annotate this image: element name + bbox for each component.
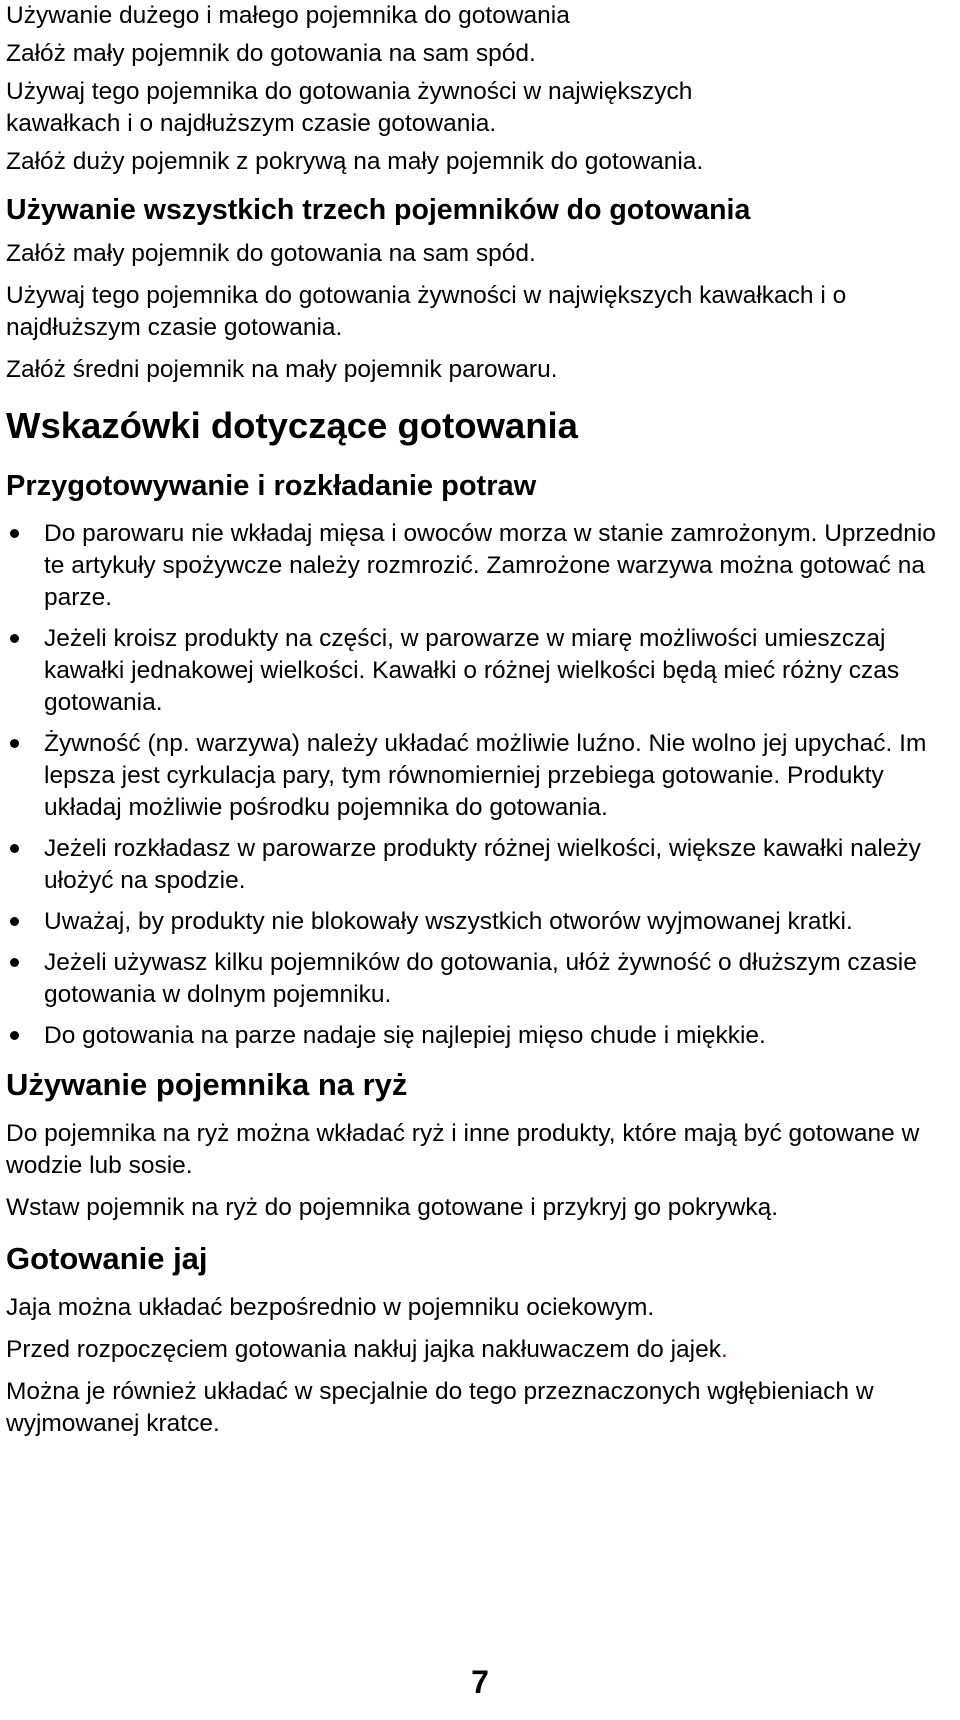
tips-subtitle: Przygotowywanie i rozkładanie potraw [6, 470, 537, 502]
tips-bullet-text: Do gotowania na parze nadaje się najlepiej mięso chude i miękkie. [44, 1022, 766, 1049]
bullet-icon [10, 958, 19, 967]
tips-bullet-item [6, 728, 954, 824]
section-top-line-2b: kawałkach i o najdłuższym czasie gotowania. [6, 110, 497, 137]
eggs-paragraph-2-text: Przed rozpoczęciem gotowania nakłuj jajka nakłuwaczem do jajek [6, 1336, 721, 1363]
eggs-paragraph-2 [6, 1334, 954, 1366]
tips-title: Wskazówki dotyczące gotowania [6, 405, 578, 446]
eggs-title: Gotowanie jaj [6, 1241, 208, 1276]
tips-bullet-text: Żywność (np. warzywa) należy układać możliwie luźno. Nie wolno jej upychać. Im lepsza jest cyrkulacja pary, tym równomierniej przebiega gotowanie. Produkty układaj możliwie pośrodku pojemnika do gotowania. [44, 730, 927, 821]
tips-bullet-item [6, 906, 954, 938]
rice-title: Używanie pojemnika na ryż [6, 1067, 408, 1102]
bullet-icon [10, 844, 19, 853]
section-three-paragraph-1: Załóż mały pojemnik do gotowania na sam spód. [6, 240, 536, 267]
eggs-paragraph-1: Jaja można układać bezpośrednio w pojemniku ociekowym. [6, 1294, 655, 1321]
bullet-icon [10, 529, 19, 538]
tips-bullet-item [6, 623, 954, 719]
tips-bullet-text: Uważaj, by produkty nie blokowały wszystkich otworów wyjmowanej kratki. [44, 908, 853, 935]
tips-bullet-list [6, 518, 954, 1052]
section-top-line-1: Załóż mały pojemnik do gotowania na sam spód. [6, 40, 536, 67]
section-rice-container [6, 1066, 954, 1224]
tips-bullet-text: Do parowaru nie wkładaj mięsa i owoców morza w stanie zamrożonym. Uprzednio te artykuły spożywcze należy rozmrozić. Zamrożone warzywa można gotować na parze. [44, 520, 936, 611]
tips-bullet-text: Jeżeli kroisz produkty na części, w parowarze w miarę możliwości umieszczaj kawałki jednakowej wielkości. Kawałki o różnej wielkości będą mieć różny czas gotowania. [44, 625, 900, 716]
rice-paragraph-1: Do pojemnika na ryż można wkładać ryż i inne produkty, które mają być gotowane w wodzie lub sosie. [6, 1120, 920, 1179]
bullet-icon [10, 739, 19, 748]
section-three-paragraph-2: Używaj tego pojemnika do gotowania żywności w największych kawałkach i o najdłuższym czasie gotowania. [6, 282, 847, 341]
section-three-containers [6, 192, 954, 386]
page-number: 7 [471, 1664, 489, 1700]
section-three-title: Używanie wszystkich trzech pojemników do gotowania [6, 194, 751, 226]
bullet-icon [10, 634, 19, 643]
section-top-title: Używanie dużego i małego pojemnika do gotowania [6, 2, 570, 29]
tips-bullet-item [6, 833, 954, 897]
section-top-line-2a: Używaj tego pojemnika do gotowania żywności w największych [6, 78, 693, 105]
eggs-paragraph-2-period: . [720, 1336, 728, 1363]
bullet-icon [10, 917, 19, 926]
section-small-large-containers [6, 0, 954, 178]
tips-bullet-text: Jeżeli używasz kilku pojemników do gotowania, ułóż żywność o dłuższym czasie gotowania w dolnym pojemniku. [44, 949, 917, 1008]
tips-bullet-text: Jeżeli rozkładasz w parowarze produkty różnej wielkości, większe kawałki należy ułożyć na spodzie. [44, 835, 921, 894]
bullet-icon [10, 1031, 19, 1040]
tips-bullet-item [6, 518, 954, 614]
tips-bullet-item [6, 947, 954, 1011]
document-page [6, 0, 954, 1450]
eggs-paragraph-3: Można je również układać w specjalnie do tego przeznaczonych wgłębieniach w wyjmowanej kratce. [6, 1378, 874, 1437]
section-eggs [6, 1240, 954, 1440]
section-three-paragraph-3: Załóż średni pojemnik na mały pojemnik parowaru. [6, 356, 558, 383]
tips-bullet-item [6, 1020, 954, 1052]
rice-paragraph-2: Wstaw pojemnik na ryż do pojemnika gotowane i przykryj go pokrywką. [6, 1194, 779, 1221]
section-cooking-tips [6, 404, 954, 1052]
section-top-line-3: Załóż duży pojemnik z pokrywą na mały pojemnik do gotowania. [6, 148, 704, 175]
